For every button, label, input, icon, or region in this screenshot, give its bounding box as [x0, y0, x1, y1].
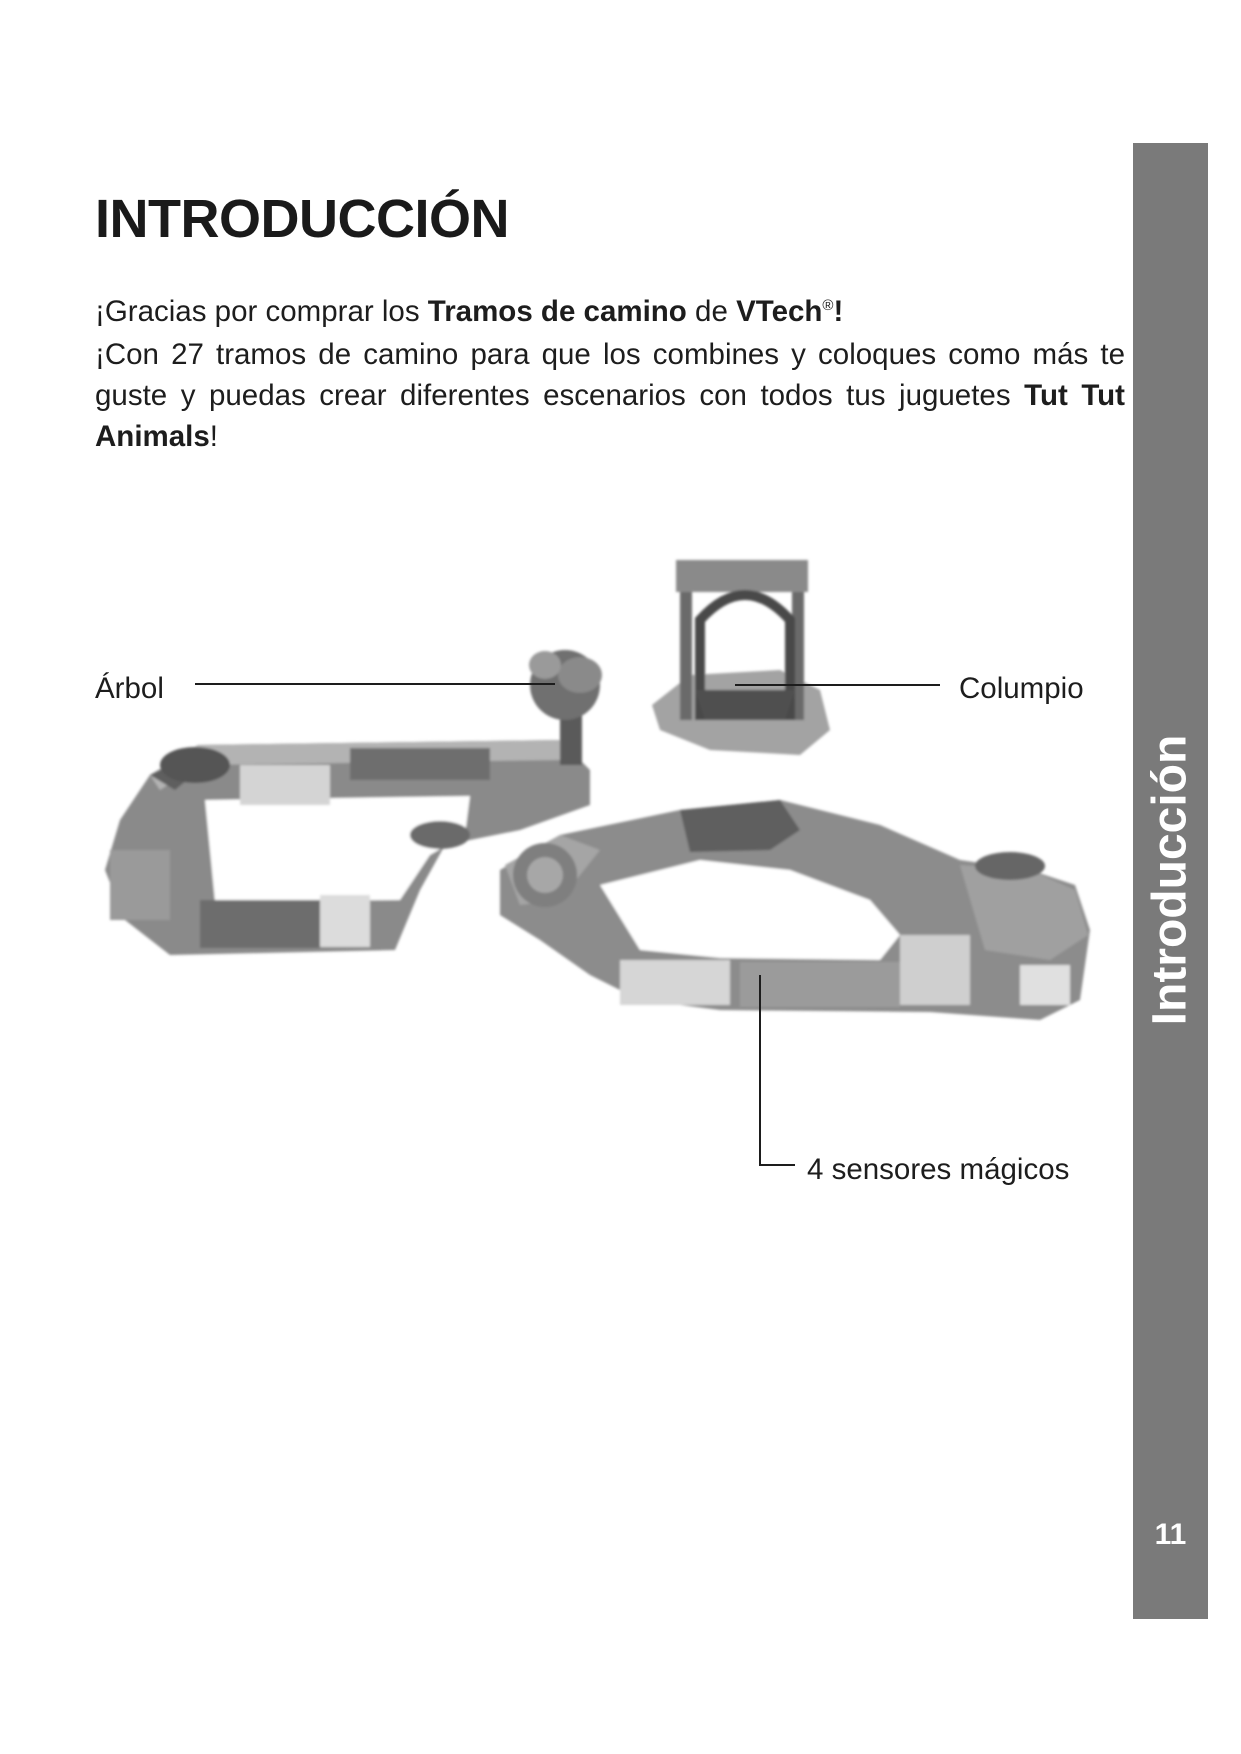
page-title: INTRODUCCIÓN	[95, 189, 509, 249]
intro-paragraph-2: ¡Con 27 tramos de camino para que los combines y coloques como más te guste y puedas crear diferentes escenarios con todos tus juguetes Tut Tut Animals!	[95, 338, 1125, 453]
callout-sensores: 4 sensores mágicos	[807, 1153, 1070, 1186]
page-number: 11	[1154, 1518, 1187, 1551]
intro-paragraph-1: ¡Gracias por comprar los Tramos de camino de VTech®!	[95, 295, 844, 328]
section-side-label: Introducción	[1143, 734, 1197, 1026]
callout-columpio: Columpio	[959, 672, 1084, 705]
callout-arbol: Árbol	[95, 672, 164, 705]
